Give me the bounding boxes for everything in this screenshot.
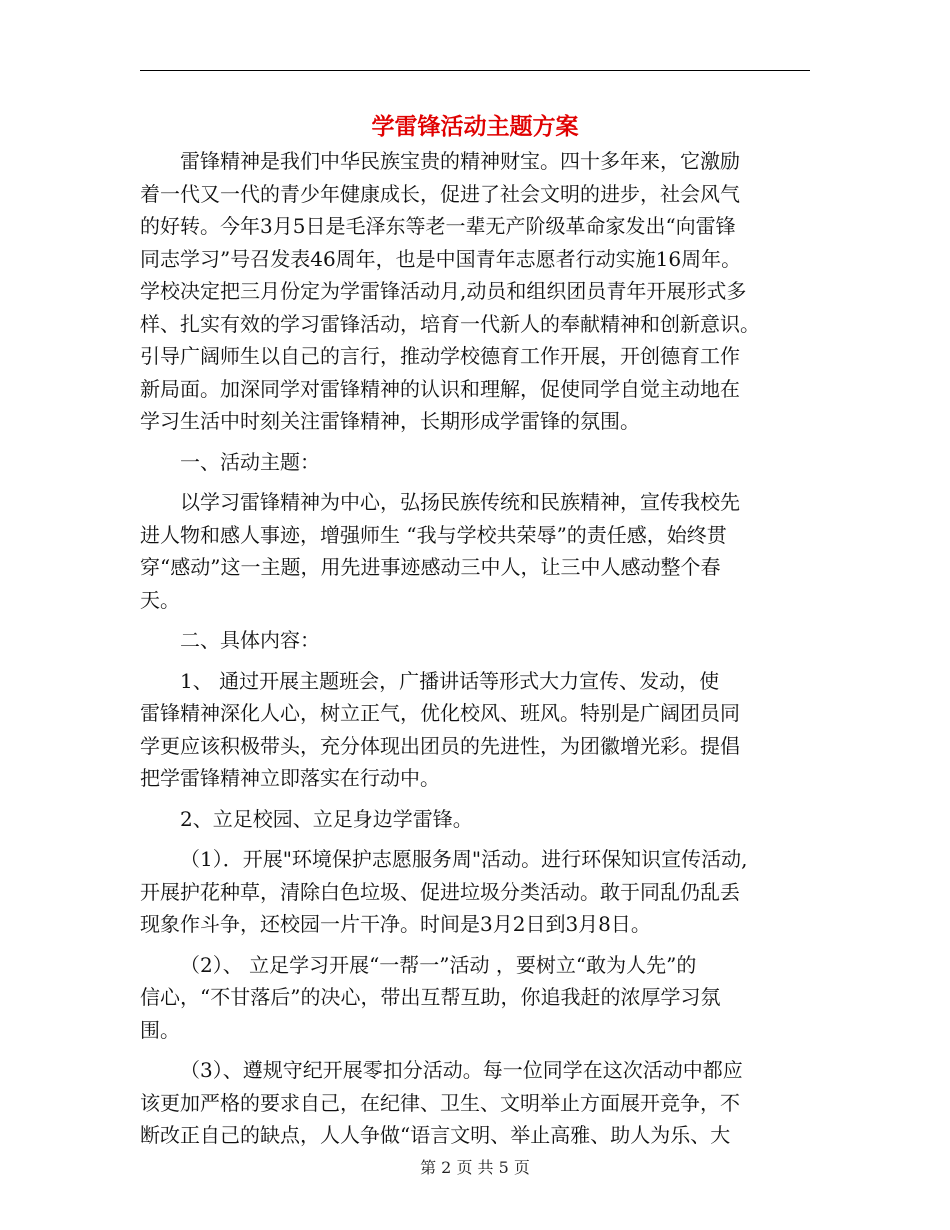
text-line: 穿“感动”这一主题，用先进事迹感动三中人，让三中人感动整个春 <box>140 555 721 579</box>
text-line: 一、活动主题： <box>180 449 320 474</box>
text-line: 天。 <box>140 587 180 612</box>
text-line: 把学雷锋精神立即落实在行动中。 <box>140 766 440 790</box>
page-footer: 第 2 页 共 5 页 <box>420 1158 530 1177</box>
text-line: 以学习雷锋精神为中心，弘扬民族传统和民族精神，宣传我校先 <box>180 490 740 514</box>
text-line: 1、 通过开展主题班会，广播讲话等形式大力宣传、发动，使 <box>180 668 720 693</box>
text-line: 学习生活中时刻关注雷锋精神，长期形成学雷锋的氛围。 <box>140 409 640 433</box>
document-body <box>140 145 810 1152</box>
text-line: 学更应该积极带头，充分体现出团员的先进性，为团徽增光彩。提倡 <box>140 733 740 758</box>
text-line: 信心，“不甘落后”的决心，带出互帮互助，你追我赶的浓厚学习氛 <box>140 985 721 1009</box>
text-line: 断改正自己的缺点，人人争做“语言文明、举止高雅、助人为乐、大 <box>140 1123 731 1147</box>
text-line: 该更加严格的要求自己，在纪律、卫生、文明举止方面展开竞争，不 <box>140 1090 740 1115</box>
text-line: 雷锋精神深化人心，树立正气，优化校风、班风。特别是广阔团员同 <box>140 701 740 725</box>
text-line: 进人物和感人事迹，增强师生 “我与学校共荣辱”的责任感，始终贯 <box>140 522 727 547</box>
text-line: 的好转。今年3月5日是毛泽东等老一辈无产阶级革命家发出“向雷锋 <box>140 214 736 238</box>
text-line: 着一代又一代的青少年健康成长，促进了社会文明的进步，社会风气 <box>140 181 740 206</box>
text-line: （1）．开展"环境保护志愿服务周"活动。进行环保知识宣传活动, <box>180 847 748 871</box>
text-line: 围。 <box>140 1017 180 1042</box>
text-line: 2、立足校园、立足身边学雷锋。 <box>180 806 473 831</box>
text-line: 现象作斗争，还校园一片干净。时间是3月2日到3月8日。 <box>140 912 651 936</box>
text-line: 二、具体内容： <box>180 628 320 652</box>
text-line: 新局面。加深同学对雷锋精神的认识和理解，促使同学自觉主动地在 <box>140 376 740 401</box>
text-line: 样、扎实有效的学习雷锋活动，培育一代新人的奉献精神和创新意识。 <box>140 311 760 336</box>
header-rule <box>140 70 810 71</box>
document-title: 学雷锋活动主题方案 <box>371 114 579 140</box>
text-line: 雷锋精神是我们中华民族宝贵的精神财宝。四十多年来，它激励 <box>180 149 740 173</box>
text-line: 开展护花种草，清除白色垃圾、促进垃圾分类活动。敢于同乱仍乱丢 <box>140 879 740 904</box>
text-line: 同志学习”号召发表46周年，也是中国青年志愿者行动实施16周年。 <box>140 246 742 271</box>
text-line: （3）、遵规守纪开展零扣分活动。每一位同学在这次活动中都应 <box>180 1058 743 1082</box>
text-line: （2）、 立足学习开展“一帮一”活动 ，要树立“敢为人先”的 <box>180 952 697 977</box>
text-line: 引导广阔师生以自己的言行，推动学校德育工作开展，开创德育工作 <box>140 344 740 368</box>
text-line: 学校决定把三月份定为学雷锋活动月,动员和组织团员青年开展形式多 <box>140 279 747 303</box>
